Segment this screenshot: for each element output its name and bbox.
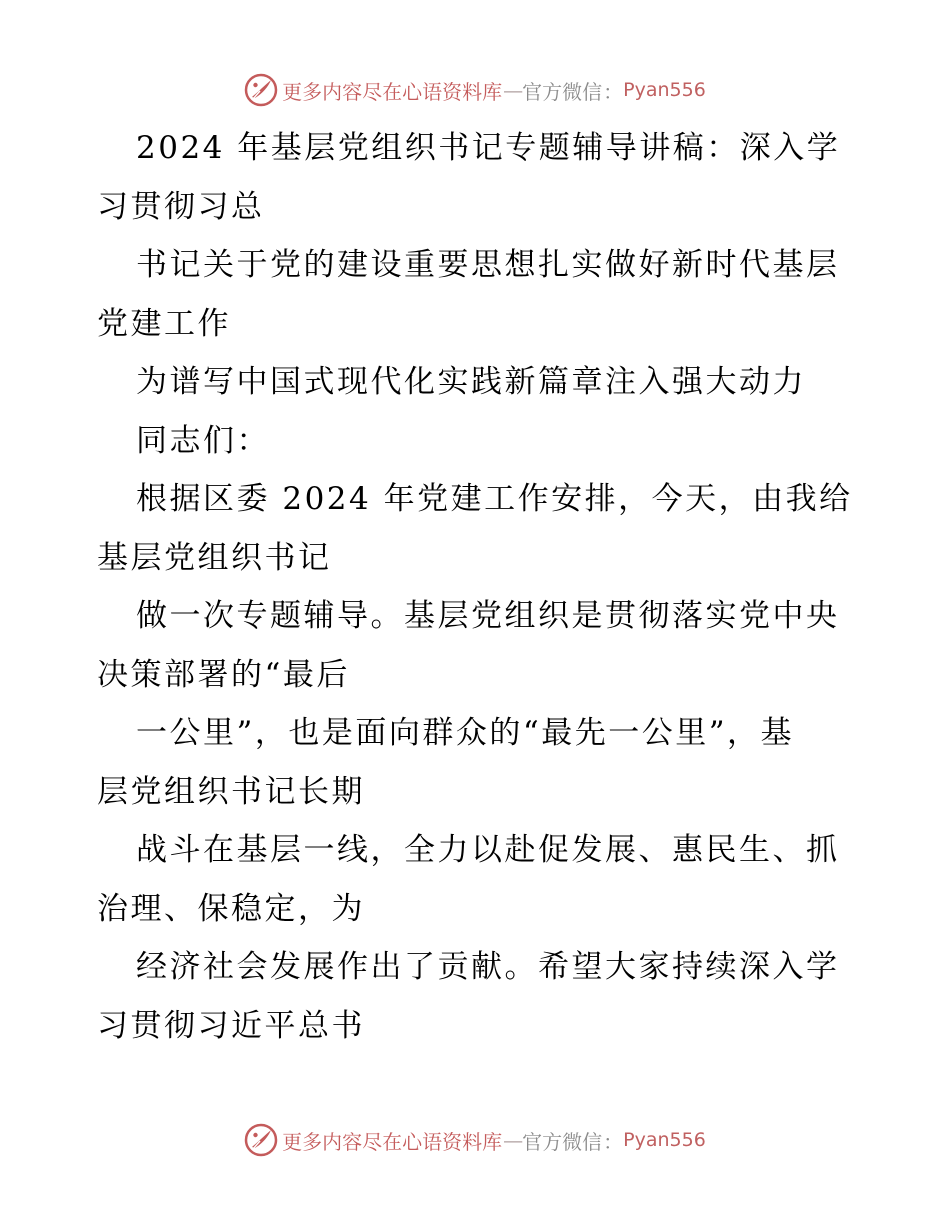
document-body: [97, 119, 857, 1055]
subtitle-line: 为谱写中国式现代化实践新篇章注入强大动力: [136, 364, 806, 400]
wechat-handle: Pyan556: [623, 1129, 706, 1151]
paragraph-line: 层党组织书记长期: [97, 773, 365, 810]
paragraph-line: 战斗在基层一线，全力以赴促发展、惠民生、抓: [136, 832, 840, 868]
wechat-handle: Pyan556: [623, 79, 706, 101]
paragraph-line: 习贯彻习近平总书: [97, 1007, 365, 1044]
paragraph-line: 决策部署的“最后: [97, 656, 350, 693]
footer-watermark: [0, 1118, 950, 1162]
title-line-1: 2024 年基层党组织书记专题辅导讲稿：深入学: [136, 130, 841, 166]
title-line-3: 书记关于党的建设重要思想扎实做好新时代基层: [136, 247, 840, 283]
watermark-separator: ：: [603, 79, 624, 104]
paragraph-line: 根据区委 2024 年党建工作安排，今天，由我给: [136, 481, 853, 517]
paragraph-line: 基层党组织书记: [97, 539, 332, 576]
paragraph-line: 做一次专题辅导。基层党组织是贯彻落实党中央: [136, 598, 840, 634]
site-name: 更多内容尽在心语资料库: [282, 79, 503, 104]
salutation: 同志们：: [136, 422, 270, 459]
wechat-label: 官方微信: [522, 1129, 603, 1154]
wechat-label: 官方微信: [522, 79, 603, 104]
paragraph-line: 治理、保稳定，为: [97, 890, 365, 927]
quill-logo-icon: [244, 1123, 278, 1157]
watermark-dash: —: [503, 1128, 522, 1152]
watermark-separator: ：: [603, 1129, 624, 1154]
paragraph-line: 一公里”，也是面向群众的“最先一公里”，基: [136, 715, 795, 751]
paragraph-line: 经济社会发展作出了贡献。希望大家持续深入学: [136, 949, 840, 985]
title-line-2: 习贯彻习总: [97, 188, 265, 225]
quill-logo-icon: [244, 73, 278, 107]
header-watermark: [0, 68, 950, 112]
title-line-4: 党建工作: [97, 305, 231, 342]
watermark-dash: —: [503, 78, 522, 102]
site-name: 更多内容尽在心语资料库: [282, 1129, 503, 1154]
